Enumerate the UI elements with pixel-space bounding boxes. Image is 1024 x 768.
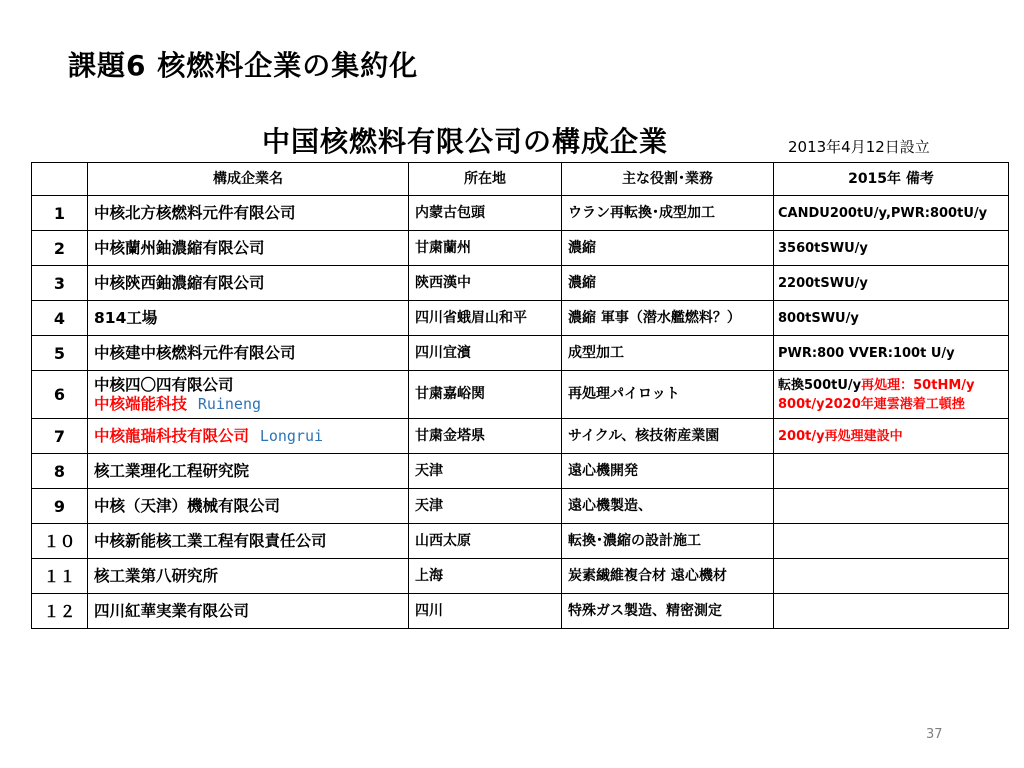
company-location: 山西太原 bbox=[409, 524, 562, 559]
header-note: 2015年 備考 bbox=[774, 163, 1009, 196]
company-role: 炭素繊維複合材 遠心機材 bbox=[562, 559, 774, 594]
company-name: 核工業第八研究所 bbox=[88, 559, 409, 594]
row-number: 5 bbox=[32, 336, 88, 371]
company-name: 814工場 bbox=[88, 301, 409, 336]
table-row bbox=[32, 524, 1009, 559]
header-name: 構成企業名 bbox=[88, 163, 409, 196]
company-role: 遠心機製造、 bbox=[562, 489, 774, 524]
company-name: 中核建中核燃料元件有限公司 bbox=[88, 336, 409, 371]
table-row bbox=[32, 371, 1009, 419]
company-name: 中核蘭州鈾濃縮有限公司 bbox=[88, 231, 409, 266]
company-location: 甘粛蘭州 bbox=[409, 231, 562, 266]
company-name: 中核北方核燃料元件有限公司 bbox=[88, 196, 409, 231]
table-row bbox=[32, 336, 1009, 371]
row-number: １２ bbox=[32, 594, 88, 629]
row-number: 4 bbox=[32, 301, 88, 336]
company-role: ウラン再転換･成型加工 bbox=[562, 196, 774, 231]
company-location: 四川 bbox=[409, 594, 562, 629]
table-row bbox=[32, 301, 1009, 336]
companies-table bbox=[31, 162, 1009, 629]
company-name bbox=[88, 371, 409, 419]
company-name-english: Longrui bbox=[259, 426, 324, 445]
company-location: 四川宜濱 bbox=[409, 336, 562, 371]
company-role: 濃縮 bbox=[562, 231, 774, 266]
company-name bbox=[88, 419, 409, 454]
table-row bbox=[32, 559, 1009, 594]
company-note: CANDU200tU/y,PWR:800tU/y bbox=[774, 196, 1009, 231]
table-row bbox=[32, 419, 1009, 454]
row-number: 3 bbox=[32, 266, 88, 301]
note-primary: 転換500tU/y bbox=[778, 377, 862, 393]
company-name-primary: 中核四〇四有限公司 bbox=[94, 375, 234, 394]
company-location: 甘粛嘉峪関 bbox=[409, 371, 562, 419]
page-number: 37 bbox=[926, 727, 943, 742]
header-number bbox=[32, 163, 88, 196]
table-row bbox=[32, 489, 1009, 524]
company-location: 甘粛金塔県 bbox=[409, 419, 562, 454]
company-name-secondary bbox=[94, 395, 402, 414]
row-number: 9 bbox=[32, 489, 88, 524]
company-note: 200t/y再処理建設中 bbox=[774, 419, 1009, 454]
company-note: 2200tSWU/y bbox=[774, 266, 1009, 301]
company-name: 中核陝西鈾濃縮有限公司 bbox=[88, 266, 409, 301]
table-title: 中国核燃料有限公司の構成企業 bbox=[262, 125, 669, 158]
company-location: 四川省蛾眉山和平 bbox=[409, 301, 562, 336]
table-row bbox=[32, 594, 1009, 629]
note-red-secondary: 800t/y2020年連雲港着工頓挫 bbox=[778, 396, 965, 412]
company-location: 天津 bbox=[409, 454, 562, 489]
company-role: 濃縮 軍事（潜水艦燃料？） bbox=[562, 301, 774, 336]
row-number: 8 bbox=[32, 454, 88, 489]
company-note bbox=[774, 594, 1009, 629]
company-name: 中核（天津）機械有限公司 bbox=[88, 489, 409, 524]
company-note bbox=[774, 371, 1009, 419]
company-note bbox=[774, 454, 1009, 489]
company-note bbox=[774, 559, 1009, 594]
company-role: 成型加工 bbox=[562, 336, 774, 371]
company-role: 濃縮 bbox=[562, 266, 774, 301]
company-role: 再処理パイロット bbox=[562, 371, 774, 419]
note-red: 再処理：50tHM/y bbox=[861, 377, 975, 393]
company-location: 内蒙古包頭 bbox=[409, 196, 562, 231]
company-note: 800tSWU/y bbox=[774, 301, 1009, 336]
row-number: １０ bbox=[32, 524, 88, 559]
company-name: 中核新能核工業工程有限責任公司 bbox=[88, 524, 409, 559]
row-number: 1 bbox=[32, 196, 88, 231]
company-note bbox=[774, 524, 1009, 559]
header-location: 所在地 bbox=[409, 163, 562, 196]
company-note: PWR:800 VVER:100t U/y bbox=[774, 336, 1009, 371]
row-number: 2 bbox=[32, 231, 88, 266]
company-name: 四川紅華実業有限公司 bbox=[88, 594, 409, 629]
table-row bbox=[32, 196, 1009, 231]
company-location: 上海 bbox=[409, 559, 562, 594]
company-role: 遠心機開発 bbox=[562, 454, 774, 489]
table-row bbox=[32, 231, 1009, 266]
table-row bbox=[32, 454, 1009, 489]
row-number: 7 bbox=[32, 419, 88, 454]
established-date: 2013年4月12日設立 bbox=[788, 138, 930, 156]
company-location: 天津 bbox=[409, 489, 562, 524]
company-role: 転換･濃縮の設計施工 bbox=[562, 524, 774, 559]
company-note: 3560tSWU/y bbox=[774, 231, 1009, 266]
company-name-english: Ruineng bbox=[197, 394, 262, 413]
company-name-red: 中核端能科技 bbox=[94, 394, 188, 413]
company-location: 陝西漢中 bbox=[409, 266, 562, 301]
company-name: 核工業理化工程研究院 bbox=[88, 454, 409, 489]
company-role: 特殊ガス製造、精密測定 bbox=[562, 594, 774, 629]
row-number: 6 bbox=[32, 371, 88, 419]
company-name-red: 中核龍瑞科技有限公司 bbox=[94, 426, 250, 445]
slide-title: 課題6 核燃料企業の集約化 bbox=[68, 49, 419, 82]
company-note bbox=[774, 489, 1009, 524]
table-header-row bbox=[32, 163, 1009, 196]
company-role: サイクル、核技術産業園 bbox=[562, 419, 774, 454]
table-row bbox=[32, 266, 1009, 301]
header-role: 主な役割･業務 bbox=[562, 163, 774, 196]
row-number: １１ bbox=[32, 559, 88, 594]
